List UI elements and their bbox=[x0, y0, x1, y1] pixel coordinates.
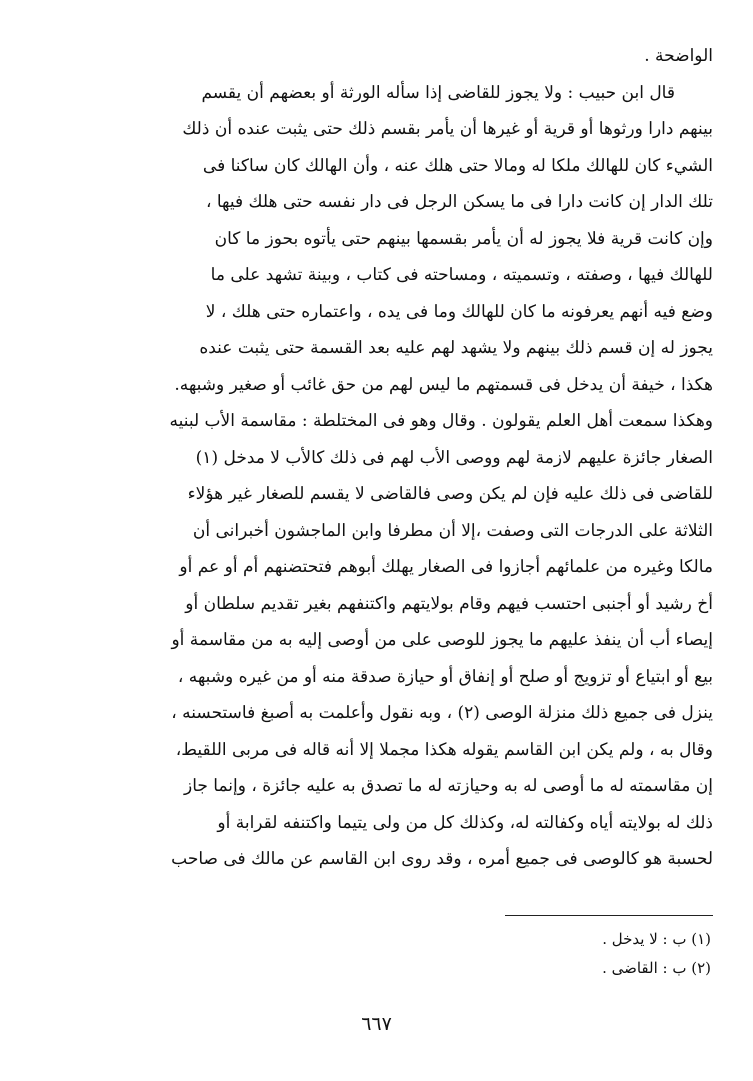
text-line: الواضحة . bbox=[644, 46, 713, 66]
text-line: وإن كانت قرية فلا يجوز له أن يأمر بقسمها بينهم حتى يأتوه بحوز ما كان bbox=[214, 228, 713, 249]
text-line: الشيء كان للهالك ملكا له ومالا حتى هلك عنه ، وأن الهالك كان ساكنا فى bbox=[202, 155, 713, 176]
text-line: تلك الدار إن كانت دارا فى ما يسكن الرجل فى دار نفسه حتى هلك فيها ، bbox=[205, 192, 713, 212]
footnote: (٢) ب : القاضى . bbox=[602, 959, 711, 977]
footnotes bbox=[311, 925, 711, 983]
page-number: ٦٦٧ bbox=[361, 1013, 392, 1035]
main-text bbox=[80, 38, 713, 878]
text-line: وهكذا سمعت أهل العلم يقولون . وقال وهو فى المختلطة : مقاسمة الأب لبنيه bbox=[169, 411, 713, 431]
text-line: وضع فيه أنهم يعرفونه ما كان للهالك وما فى يده ، واعتماره حتى هلك ، لا bbox=[205, 301, 713, 322]
text-line: ينزل فى جميع ذلك منزلة الوصى (٢) ، وبه نقول وأعلمت به أصبغ فاستحسنه ، bbox=[171, 703, 713, 723]
text-line: الثلاثة على الدرجات التى وصفت ،إلا أن مطرفا وابن الماجشون أخبرانى أن bbox=[192, 520, 713, 541]
text-line: أخ رشيد أو أجنبى احتسب فيهم وقام بولايتهم واكتنفهم بغير تقديم سلطان أو bbox=[185, 593, 713, 614]
text-line: للهالك فيها ، وصفته ، وتسميته ، ومساحته فى كتاب ، وبينة تشهد على ما bbox=[210, 265, 713, 285]
footnote-divider bbox=[505, 915, 713, 916]
text-line: إيصاء أب أن ينفذ عليهم ما يجوز للوصى على من أوصى إليه به من مقاسمة أو bbox=[171, 630, 713, 650]
text-line: بيع أو ابتياع أو تزويج أو صلح أو إنفاق أو حيازة صدقة منه أو من غيره وشبهه ، bbox=[177, 666, 713, 687]
text-line: الصغار جائزة عليهم لازمة لهم ووصى الأب لهم فى ذلك كالأب لا مدخل (١) bbox=[195, 447, 713, 468]
text-line: ذلك له بولايته أياه وكفالته له، وكذلك كل من ولى يتيما واكتنفه لقرابة أو bbox=[217, 812, 713, 833]
footnote: (١) ب : لا يدخل . bbox=[602, 930, 711, 948]
text-line: يجوز له إن قسم ذلك بينهم ولا يشهد لهم عليه بعد القسمة حتى يثبت عنده bbox=[199, 338, 713, 358]
text-line: إن مقاسمته له ما أوصى له به وحيازته له ما تصدق به عليه جائزة ، وإنما جاز bbox=[183, 776, 713, 796]
text-line: هكذا ، خيفة أن يدخل فى قسمتهم ما ليس لهم من حق غائب أو صغير وشبهه. bbox=[174, 374, 713, 395]
text-line: مالكا وغيره من علمائهم أجازوا فى الصغار يهلك أبوهم فتحتضنهم أم أو عم أو bbox=[179, 557, 713, 577]
text-line: لحسبة هو كالوصى فى جميع أمره ، وقد روى ابن القاسم عن مالك فى صاحب bbox=[171, 849, 713, 869]
text-line: وقال به ، ولم يكن ابن القاسم يقوله هكذا مجملا إلا أنه قاله فى مربى اللقيط، bbox=[175, 739, 713, 760]
text-line: بينهم دارا ورثوها أو قرية أو غيرها أن يأمر بقسم ذلك حتى يثبت عنده أن ذلك bbox=[182, 119, 713, 139]
text-line: للقاضى فى ذلك عليه فإن لم يكن وصى فالقاضى لا يقسم للصغار غير هؤلاء bbox=[187, 484, 713, 504]
text-line: قال ابن حبيب : ولا يجوز للقاضى إذا سأله الورثة أو بعضهم أن يقسم bbox=[201, 82, 675, 103]
